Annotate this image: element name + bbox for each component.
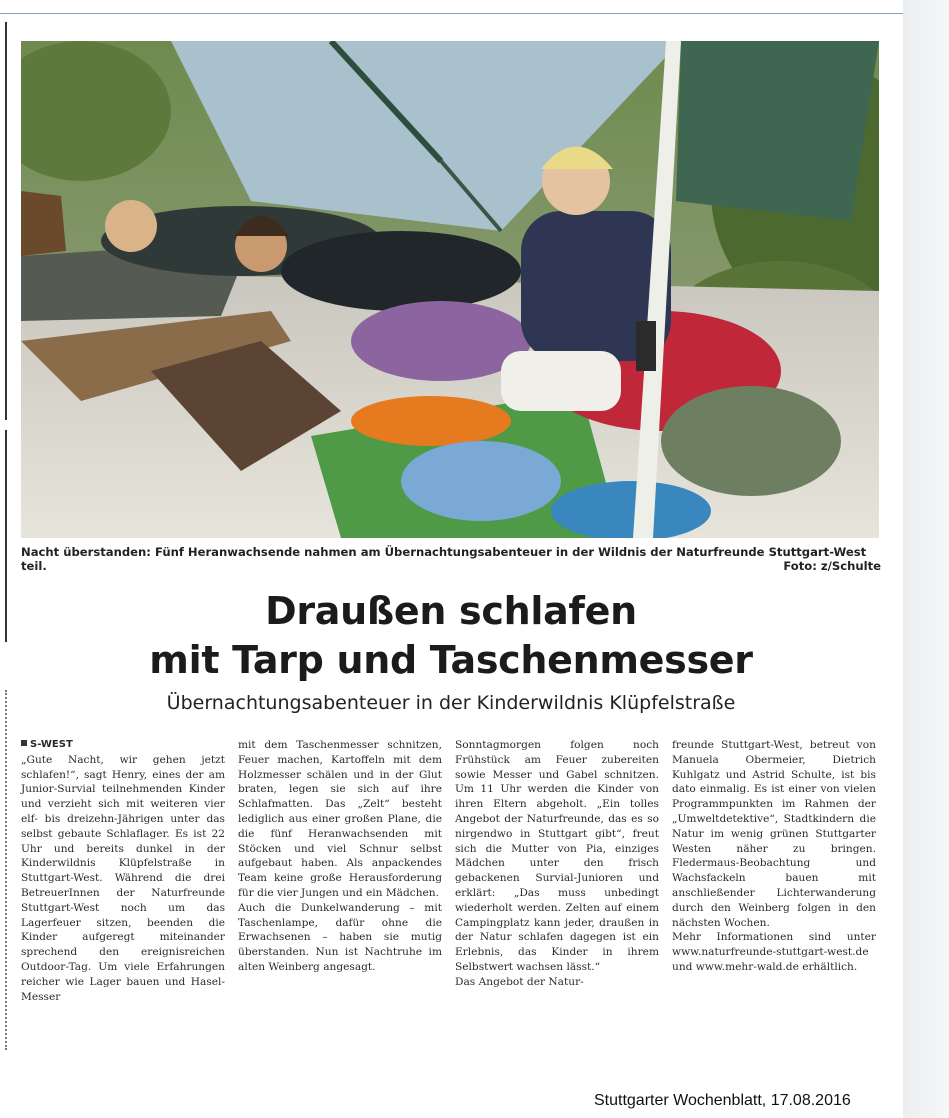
column-text: Sonntagmorgen folgen noch Frühstück am Feuer zubereiten sowie Messer und Gabel schnitzen. Um 11 Uhr werden die Kinder von ihren Eltern abgeholt. „Ein tolles Angebot der Naturfreunde, das es so nirgendwo in Stuttgart gibt“, freut sich die Mutter von Pia, einziges Mädchen unter den frisch gebackenen Survial-Junioren und erklärt: „Das muss unbedingt wiederholt werden. Zelten auf einem Campingplatz kann jeder, draußen in der Natur schlafen dagegen ist ein Erlebnis, das Kinder in ihrem Selbstwert wachsen lässt.“ Das Angebot der Natur- (455, 739, 659, 988)
article-column-1 (21, 738, 225, 1004)
page-margin (903, 0, 949, 1118)
top-rule (0, 13, 906, 14)
article-column-2 (238, 738, 442, 975)
article-column-3 (455, 738, 659, 990)
bullet-square-icon (21, 740, 27, 746)
headline-line-1: Draußen schlafen (265, 589, 637, 633)
subheadline: Übernachtungsabenteuer in der Kinderwildnis Klüpfelstraße (166, 692, 736, 714)
column-text: mit dem Taschenmesser schnitzen, Feuer machen, Kartoffeln mit dem Holzmesser schälen und in der Glut braten, legen sie sich auf ihre Schlafmatten. Das „Zelt“ besteht lediglich aus einer großen Plane, die die fünf Heranwachsenden mit Stöcken und viel Schnur selbst aufgebaut haben. Als anpackendes Team keine große Herausforderung für die vier Jungen und ein Mädchen. Auch die Dunkelwanderung – mit Taschenlampe, dafür ohne die Erwachsenen – haben sie mutig überstanden. Nun ist Nachtruhe im alten Weinberg angesagt. (238, 739, 442, 973)
headline (21, 587, 881, 685)
caption-text: Nacht überstanden: Fünf Heranwachsende nahmen am Übernachtungsabenteuer in der Wildnis der Naturfreunde Stuttgart-West teil. (21, 545, 867, 573)
column-text: „Gute Nacht, wir gehen jetzt schlafen!“, sagt Henry, eines der am Junior-Survial teilnehmenden Kinder und verzieht sich mit weiteren vier elf- bis dreizehn-Jährigen unter das selbst gebaute Schlaflager. Es ist 22 Uhr und bereits dunkel in der Kinderwildnis Klüpfelstraße in Stuttgart-West. Während die drei BetreuerInnen der Naturfreunde Stuttgart-West noch um das Lagerfeuer sitzen, beenden die Kinder aufgeregt miteinander sprechend den ereignisreichen Outdoor-Tag. Um viele Erfahrungen reicher wie Lager bauen und Hasel-Messer (21, 753, 225, 1003)
source-line: Stuttgarter Wochenblatt, 17.08.2016 (594, 1092, 851, 1109)
article-photo (21, 41, 879, 538)
article-column-4 (672, 738, 876, 975)
photo-caption (21, 545, 881, 573)
camp-scene-illustration (21, 41, 879, 538)
dateline (21, 738, 225, 753)
column-text: freunde Stuttgart-West, betreut von Manuela Obermeier, Dietrich Kuhlgatz und Astrid Schulte, ist bis dato einmalig. Es ist einer von vielen Programmpunkten im Rahmen der „Umweltdetektive“, Stadtkindern die Natur im wenig grünen Stuttgarter Westen näher zu bringen. Fledermaus-Beobachtung und Wachsfackeln bauen mit anschließender Lichterwanderung durch den Weinberg folgen in den nächsten Wochen. Mehr Informationen sind unter www.naturfreunde-stuttgart-west.de und www.mehr-wald.de erhältlich. (672, 739, 876, 973)
headline-line-2: mit Tarp und Taschenmesser (149, 638, 753, 682)
dateline-text: S-WEST (30, 739, 73, 750)
photo-credit: Foto: z/Schulte (783, 559, 881, 573)
left-page-edge (0, 0, 8, 1070)
